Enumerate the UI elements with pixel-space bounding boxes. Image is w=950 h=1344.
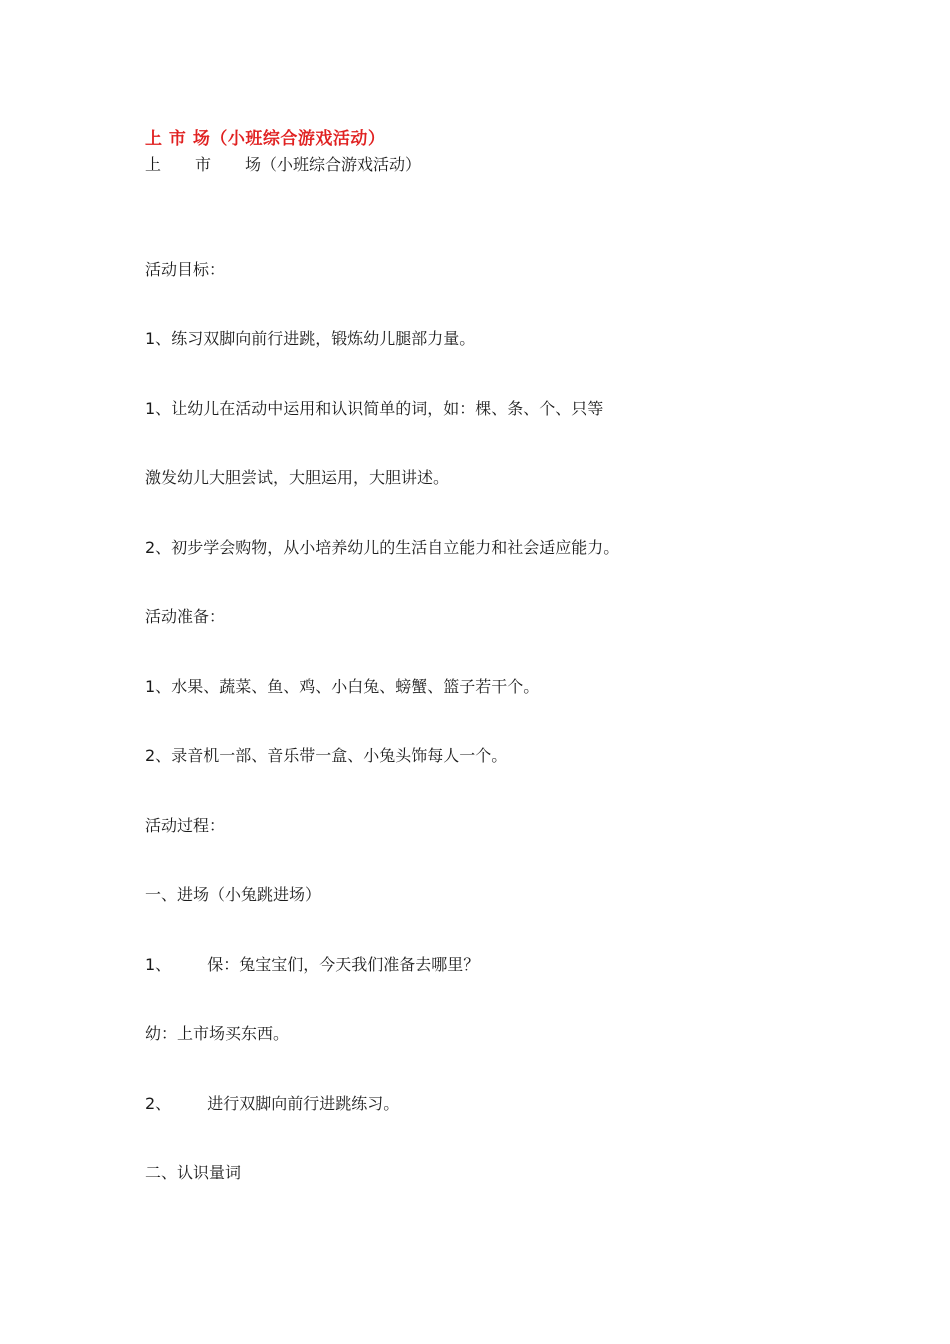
subtitle-part-3: 场（小班综合游戏活动） [245, 155, 422, 174]
list-number: 1、 [145, 677, 172, 696]
list-number: 2、 [145, 538, 172, 557]
paragraph-line [145, 1160, 241, 1183]
line-text: 练习双脚向前行进跳，锻炼幼儿腿部力量。 [171, 329, 476, 348]
line-text: 二、认识量词 [145, 1163, 242, 1182]
paragraph-line [145, 882, 321, 905]
document-title: 上 市 场（小班综合游戏活动） [145, 129, 386, 149]
line-text: 幼：上市场买东西。 [145, 1024, 290, 1043]
paragraph-line [145, 465, 449, 488]
line-text: 活动目标： [145, 260, 226, 279]
paragraph-line [145, 952, 479, 975]
subtitle-part-2: 市 [195, 155, 212, 174]
list-number: 2、 [145, 1094, 172, 1113]
list-number: 1、 [145, 329, 172, 348]
list-number: 1、 [145, 955, 172, 974]
paragraph-line [145, 326, 475, 349]
line-text: 活动准备： [145, 607, 226, 626]
line-text: 活动过程： [145, 816, 226, 835]
line-text: 录音机一部、音乐带一盒、小兔头饰每人一个。 [171, 746, 508, 765]
paragraph-line [145, 535, 619, 558]
section-heading-preparation [145, 604, 225, 627]
paragraph-line [145, 1021, 289, 1044]
list-number: 2、 [145, 746, 172, 765]
line-text: 初步学会购物，从小培养幼儿的生活自立能力和社会适应能力。 [171, 538, 620, 557]
line-text: 一、进场（小兔跳进场） [145, 885, 322, 904]
paragraph-line [145, 396, 603, 419]
list-number: 1、 [145, 399, 172, 418]
section-heading-process [145, 813, 225, 836]
line-text: 水果、蔬菜、鱼、鸡、小白兔、螃蟹、篮子若干个。 [171, 677, 540, 696]
paragraph-line [145, 1091, 399, 1114]
line-text: 进行双脚向前行进跳练习。 [207, 1094, 400, 1113]
line-text: 激发幼儿大胆尝试，大胆运用，大胆讲述。 [145, 468, 450, 487]
paragraph-line [145, 743, 507, 766]
section-heading-goals [145, 257, 225, 280]
document-subtitle [145, 152, 421, 175]
paragraph-line [145, 674, 539, 697]
line-text: 让幼儿在活动中运用和认识简单的词，如：棵、条、个、只等 [171, 399, 604, 418]
line-text: 保：兔宝宝们，今天我们准备去哪里？ [207, 955, 480, 974]
subtitle-part-1: 上 [145, 155, 162, 174]
